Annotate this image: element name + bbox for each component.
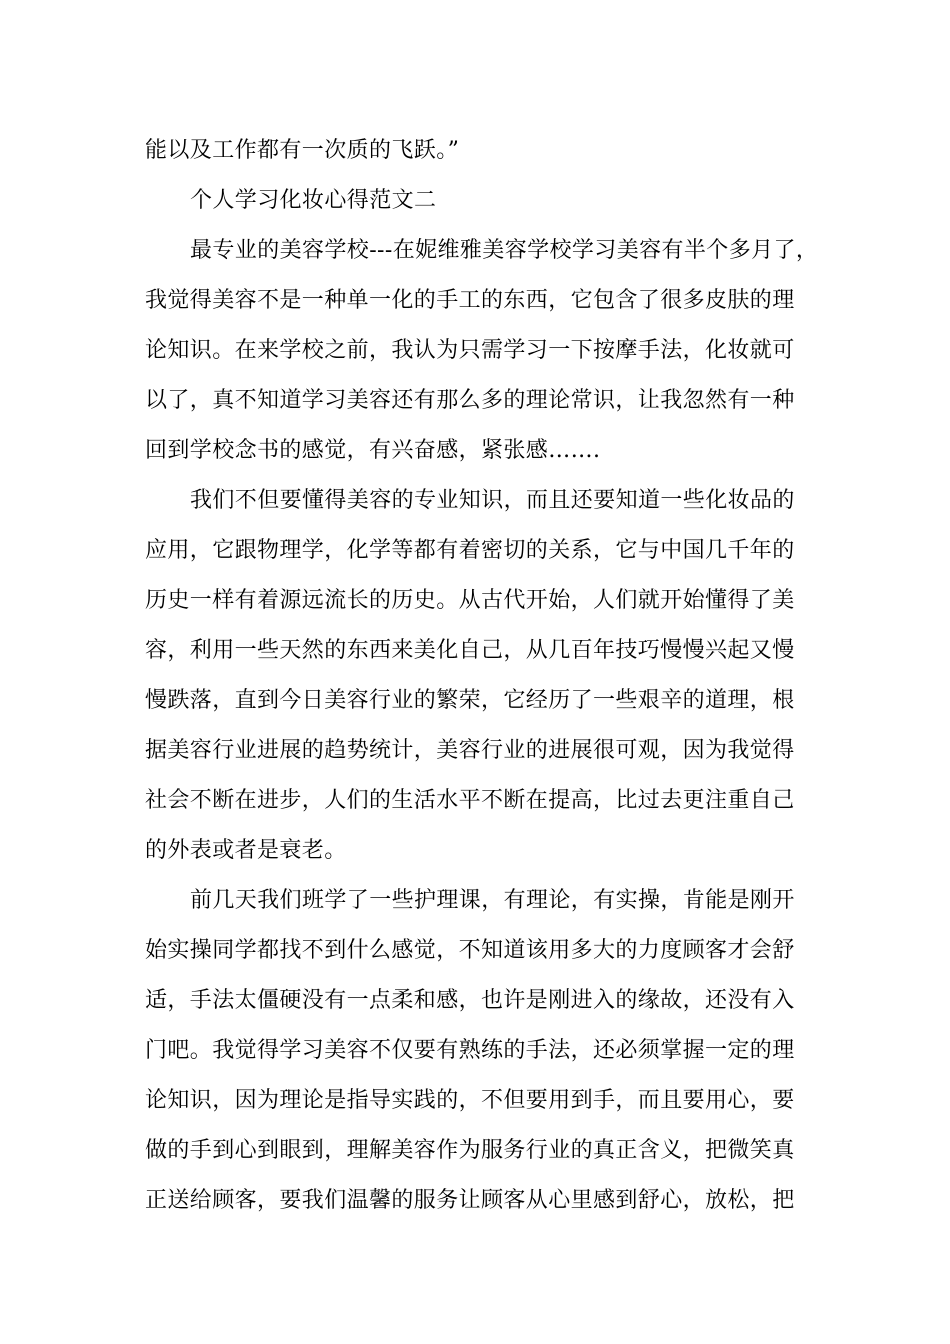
- paragraph-first-line: 我们不但要懂得美容的专业知识，而且还要知道一些化妆品的: [190, 488, 795, 513]
- text-line: 适，手法太僵硬没有一点柔和感，也许是刚进入的缘故，还没有入: [145, 988, 795, 1013]
- text-line: 做的手到心到眼到，理解美容作为服务行业的真正含义，把微笑真: [145, 1138, 795, 1163]
- text-line: 以了，真不知道学习美容还有那么多的理论常识，让我忽然有一种: [145, 388, 795, 413]
- text-line: 论知识。在来学校之前，我认为只需学习一下按摩手法，化妆就可: [145, 338, 795, 363]
- text-line: 历史一样有着源远流长的历史。从古代开始，人们就开始懂得了美: [145, 588, 795, 613]
- text-line: 门吧。我觉得学习美容不仅要有熟练的手法，还必须掌握一定的理: [145, 1038, 795, 1063]
- text-line: 社会不断在进步，人们的生活水平不断在提高，比过去更注重自己: [145, 788, 795, 813]
- text-line: 的外表或者是衰老。: [145, 838, 347, 863]
- text-line: 慢跌落，直到今日美容行业的繁荣，它经历了一些艰辛的道理，根: [145, 688, 795, 713]
- section-heading: 个人学习化妆心得范文二: [190, 188, 437, 213]
- text-line: 论知识，因为理论是指导实践的，不但要用到手，而且要用心，要: [145, 1088, 795, 1113]
- text-line: 应用，它跟物理学，化学等都有着密切的关系，它与中国几千年的: [145, 538, 795, 563]
- paragraph-first-line: 最专业的美容学校---在妮维雅美容学校学习美容有半个多月了，: [190, 238, 819, 263]
- text-line: 回到学校念书的感觉，有兴奋感，紧张感…….: [145, 438, 601, 463]
- text-line: 容，利用一些天然的东西来美化自己，从几百年技巧慢慢兴起又慢: [145, 638, 795, 663]
- text-line: 始实操同学都找不到什么感觉，不知道该用多大的力度顾客才会舒: [145, 938, 795, 963]
- paragraph-first-line: 前几天我们班学了一些护理课，有理论，有实操，肯能是刚开: [190, 888, 795, 913]
- text-line: 我觉得美容不是一种单一化的手工的东西，它包含了很多皮肤的理: [145, 288, 795, 313]
- text-line: 能以及工作都有一次质的飞跃。”: [145, 138, 460, 163]
- text-line: 据美容行业进展的趋势统计，美容行业的进展很可观，因为我觉得: [145, 738, 795, 763]
- text-line: 正送给顾客，要我们温馨的服务让顾客从心里感到舒心，放松，把: [145, 1188, 795, 1213]
